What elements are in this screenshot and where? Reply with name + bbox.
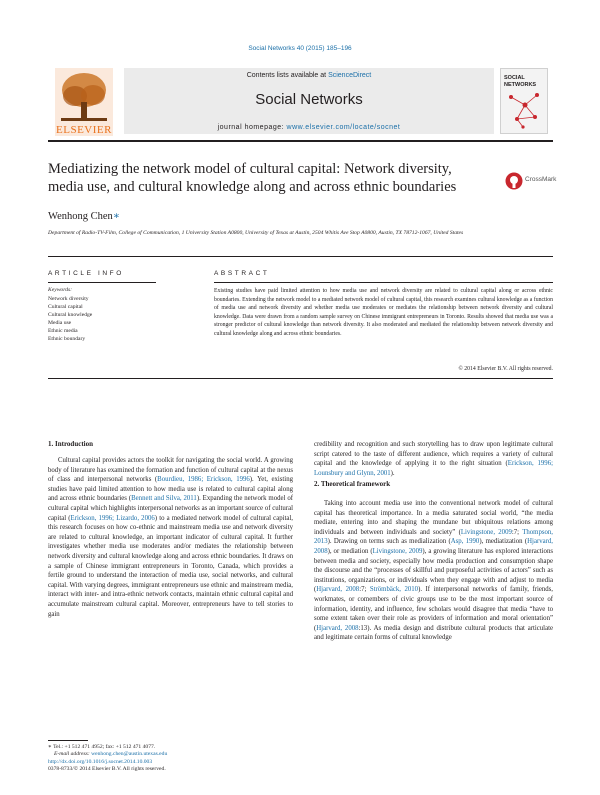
citation-link[interactable]: Erickson, 1996; Lizardo, 2006 <box>70 514 155 522</box>
keyword: Ethnic boundary <box>48 335 86 342</box>
footnote-tel: Tel.: +1 512 471 4952; fax: +1 512 471 4077. <box>53 744 156 750</box>
contents-availability <box>124 72 494 79</box>
paragraph <box>48 456 293 619</box>
keywords-label: Keywords: <box>48 287 73 293</box>
text-run: ). <box>390 469 395 477</box>
keyword: Cultural knowledge <box>48 311 93 318</box>
email-label: E-mail address: <box>54 751 92 758</box>
crossmark-badge[interactable] <box>505 172 557 190</box>
article-info-heading: ARTICLE INFO <box>48 270 124 277</box>
journal-homepage <box>124 124 494 131</box>
footnote-contact <box>48 744 298 751</box>
citation-link[interactable]: Thompson, 2013 <box>314 528 553 546</box>
introduction-continued <box>314 440 553 478</box>
keyword: Media use <box>48 319 72 326</box>
crossmark-icon <box>505 172 523 190</box>
section-heading-theoretical-framework: 2. Theoretical framework <box>314 480 391 488</box>
text-run: :7; <box>359 586 370 594</box>
doi-link[interactable]: http://dx.doi.org/10.1016/j.socnet.2014.10.003 <box>48 758 153 765</box>
abstract-rule <box>214 282 553 283</box>
citation-link[interactable]: Livingstone, 2009 <box>460 528 512 536</box>
text-run: credibility and recognition and such storytelling has to draw upon legitimate cultural script catered to the taste of different audience, which requires a variety of cultural capital and the knowledge of applying it to the right situation ( <box>314 441 553 468</box>
paragraph <box>314 440 553 478</box>
citation-link[interactable]: Hjarvard, 2008 <box>314 538 553 555</box>
citation-link[interactable]: Livingstone, 2009 <box>372 547 423 555</box>
cover-title: SOCIAL NETWORKS <box>504 75 537 88</box>
abstract-copyright: © 2014 Elsevier B.V. All rights reserved. <box>458 366 553 372</box>
citation-link[interactable]: Bourdieu, 1986; Erickson, 1996 <box>157 476 250 484</box>
title-rule <box>48 256 553 257</box>
footnote-star: ∗ <box>48 744 52 750</box>
text-run: ). If interpersonal networks of family, friends, workmates, or comembers of civic groups use to be the most important source of information, identity, and influence, few scholars would disagree that media “have to some extent taken over their role as providers of information and moral orientation” ( <box>314 586 553 632</box>
theoretical-framework-body <box>314 499 553 643</box>
citation-link[interactable]: Asp, 1990 <box>450 538 480 546</box>
section-heading-introduction: 1. Introduction <box>48 440 93 448</box>
article-info-rule <box>48 282 156 283</box>
abstract-heading: ABSTRACT <box>214 270 270 277</box>
citation-link[interactable]: Hjarvard, 2008 <box>316 624 359 632</box>
author-footnote-mark[interactable]: ∗ <box>112 211 120 222</box>
text-run: Cultural capital provides actors the toolkit for navigating the social world. A growing body of literature has examined the formation and function of cultural capital at the nexus of class and interpersonal networks ( <box>48 457 293 484</box>
abstract-text: Existing studies have paid limited attention to how media use and network diversity are related to cultural capital along or across ethnic boundaries. Extending the network model to a mediated network model of cultural capital, this research examines cultural knowledge as a function of media use and network diversity and whether media use moderates or mediates the relationship between network diversity and cultural knowledge. Data were drawn from a random sample survey on Chinese immigrant entrepreneurs in Toronto. Results showed that media use was a stronger predictor of cultural knowledge than network diversity. It also moderated and mediated the relationship between network diversity and cultural knowledge along and across ethnic boundaries. <box>214 288 553 337</box>
author-affiliation: Department of Radio-TV-Film, College of Communication, 1 University Station A0800, University of Texas at Austin, 2504 Whitis Ave Stop A0800, Austin, TX 78712-1067, United States <box>48 230 464 236</box>
keyword: Ethnic media <box>48 327 78 334</box>
text-run: :13). As media design and distribute cultural products that articulate and legitimate certain forms of cultural knowledge <box>314 624 553 642</box>
text-run: ). Drawing on terms such as medialization ( <box>327 538 451 546</box>
text-run: :7; <box>511 528 523 536</box>
citation-link[interactable]: Strömbäck, 2010 <box>369 586 419 594</box>
citation-link[interactable]: Bennett and Silva, 2011 <box>131 495 197 503</box>
header-rule <box>48 140 553 142</box>
article-title: Mediatizing the network model of cultural capital: Network diversity, media use, and cultural knowledge along and across ethnic boundaries <box>48 161 457 195</box>
text-run: ), mediatization ( <box>479 538 528 546</box>
keyword: Cultural capital <box>48 303 83 310</box>
author-name[interactable]: Wenhong Chen <box>48 211 113 222</box>
sciencedirect-link[interactable]: ScienceDirect <box>328 72 372 79</box>
keyword: Network diversity <box>48 296 89 302</box>
journal-cover-thumbnail <box>500 68 548 134</box>
text-run: ). Yet, existing studies have paid limited attention to how media use is related to cultural capital along and across ethnic boundaries ( <box>48 476 293 503</box>
footnote-rule <box>48 740 88 741</box>
keywords-list <box>48 296 92 343</box>
citation-link[interactable]: Erickson, 1996; Lounsbury and Glynn, 2001 <box>314 460 553 477</box>
paragraph <box>314 499 553 643</box>
crossmark-label: CrossMark <box>525 176 557 183</box>
footnotes <box>48 744 298 774</box>
issn-line: 0378-8733/© 2014 Elsevier B.V. All rights reserved. <box>48 766 166 773</box>
text-run: ), or mediation ( <box>327 547 373 555</box>
text-run: ). Expanding the network model of cultural capital which highlights interpersonal networks as an important source of cultural capital ( <box>48 495 293 522</box>
journal-name: Social Networks <box>255 91 363 108</box>
contents-prefix: Contents lists available at <box>246 72 329 79</box>
email-link[interactable]: wenhong.chen@austin.utexas.edu <box>91 751 168 758</box>
homepage-link[interactable]: www.elsevier.com/locate/socnet <box>286 124 401 131</box>
text-run: Taking into account media use into the conventional network model of cultural capital has theoretical importance. In a media saturated social world, “the media mediate, entering into and shaping the mundane but ubiquitous relations among individuals and between individuals and society” ( <box>314 500 553 536</box>
author-line <box>48 210 120 222</box>
cover-network-graphic <box>507 91 541 129</box>
journal-citation[interactable]: Social Networks 40 (2015) 185–196 <box>248 45 352 52</box>
publisher-wordmark: ELSEVIER <box>56 124 112 136</box>
text-run: ) to a mediated network model of cultural capital, this research focuses on how co-ethnic and mainstream media use and network diversity are related to cultural knowledge, an important indicator of cultural capital. It further investigates whether media use moderates and/or mediates the relationship between network diversity and cultural knowledge along and across ethnic boundaries. It draws on a sample of Chinese immigrant entrepreneurs in Toronto, Canada, which provides a fertile ground to understand the interaction of media use, social networks, and cultural capital. With varying degrees, immigrant entrepreneurs use ethnic and mainstream media, interact with inter- and intra-ethnic network contacts, maintain ethnic cultural capital and accumulate mainstream cultural capital. Moreover, entrepreneurs have to tell stories to gain <box>48 514 293 618</box>
abstract-bottom-rule <box>48 378 553 379</box>
introduction-body <box>48 456 293 619</box>
footnote-email-line <box>48 751 298 758</box>
text-run: ), a growing literature has explored interactions between media and society, especially how media production and consumption shape the discourse and the “processes of skillful and purposeful activities of actors” such as institutions, organizations, or individuals when they engage with and adjust to media ( <box>314 547 553 594</box>
citation-link[interactable]: Hjarvard, 2008 <box>316 586 360 594</box>
homepage-prefix: journal homepage: <box>217 124 287 131</box>
